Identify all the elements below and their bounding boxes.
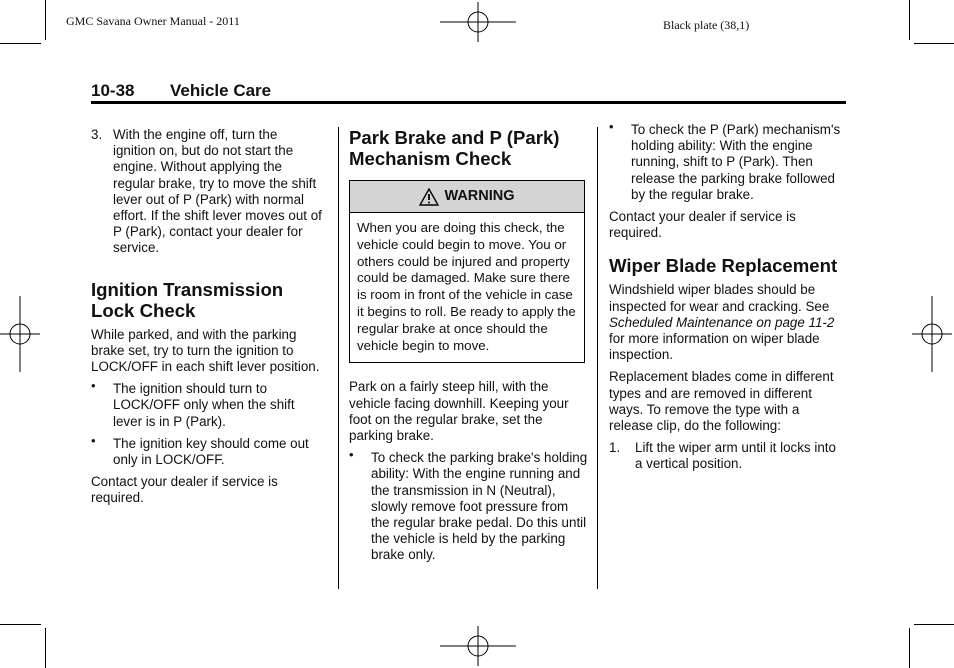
plate-number: Black plate (38,1) xyxy=(663,18,750,32)
paragraph: While parked, and with the parking brake set, try to turn the ignition to LOCK/OFF in each shift lever position. xyxy=(91,326,320,375)
step-item xyxy=(91,127,323,257)
paragraph-text: Windshield wiper blades should be inspected for wear and cracking. See xyxy=(609,282,830,314)
crop-mark xyxy=(0,624,41,625)
registration-mark-right xyxy=(912,296,952,372)
warning-label: WARNING xyxy=(444,188,515,205)
paragraph: Replacement blades come in different types and are removed in different ways. To remove the type with a release clip, do the following: xyxy=(609,369,834,434)
paragraph: Contact your dealer if service is required. xyxy=(609,209,796,241)
paragraph xyxy=(609,282,846,363)
paragraph: Contact your dealer if service is required. xyxy=(91,474,278,506)
list-item xyxy=(609,119,846,203)
warning-icon xyxy=(419,188,439,206)
warning-box xyxy=(349,180,585,363)
crop-mark xyxy=(0,43,41,44)
bullet-icon: • xyxy=(91,432,96,448)
list-item xyxy=(349,447,589,563)
list-item xyxy=(91,432,323,468)
step-item xyxy=(609,440,846,472)
warning-header xyxy=(350,181,584,213)
list-item-text: The ignition should turn to LOCK/OFF only when the shift lever is in P (Park). xyxy=(113,381,295,429)
bullet-icon: • xyxy=(609,119,614,134)
crop-mark xyxy=(914,624,954,625)
column-divider xyxy=(338,127,339,589)
running-header xyxy=(91,81,271,101)
plate-title: GMC Savana Owner Manual - 2011 xyxy=(66,14,240,28)
column-divider xyxy=(597,127,598,589)
step-text: With the engine off, turn the ignition on, but do not start the engine. Without applying the regular brake, try to move the shift lever out of P (Park) with normal effort. If the shift lever moves out of P (Park), contact your dealer for service. xyxy=(113,127,322,256)
warning-text: When you are doing this check, the vehicle could begin to move. You or others could be injured and property could be damaged. Make sure there is room in front of the vehicle in case it begins to roll. Be ready to apply the regular brake at once should the vehicle begin to move. xyxy=(357,220,576,353)
header-rule xyxy=(91,101,846,104)
section-heading-park-brake: Park Brake and P (Park) Mechanism Check xyxy=(349,127,560,169)
registration-mark-top xyxy=(440,2,516,42)
list-item-text: To check the P (Park) mechanism's holding ability: With the engine running, shift to P (Park). Then release the parking brake followed by the regular brake. xyxy=(631,122,841,202)
section-heading-ignition-lock: Ignition Transmission Lock Check xyxy=(91,278,284,321)
column-3 xyxy=(609,119,846,473)
registration-mark-bottom xyxy=(440,626,516,666)
list-item-text: The ignition key should come out only in LOCK/OFF. xyxy=(113,435,309,468)
column-2 xyxy=(349,127,589,564)
paragraph: Park on a fairly steep hill, with the vehicle facing downhill. Keeping your foot on the regular brake, set the parking brake. xyxy=(349,379,569,443)
crop-mark xyxy=(909,628,910,668)
section-heading-wiper-blade: Wiper Blade Replacement xyxy=(609,255,838,277)
crop-mark xyxy=(909,0,910,40)
crop-mark xyxy=(45,0,46,40)
step-number: 3. xyxy=(91,127,103,142)
step-text: Lift the wiper arm until it locks into a vertical position. xyxy=(635,440,836,472)
list-item-text: To check the parking brake's holding ability: With the engine running and the transmission in N (Neutral), slowly remove foot pressure from the regular brake pedal. Do this until the vehicle is held by the parking brake only. xyxy=(371,450,588,563)
warning-body xyxy=(350,213,584,362)
bullet-icon: • xyxy=(91,378,96,394)
crop-mark xyxy=(914,43,954,44)
page-number: 10-38 xyxy=(91,81,135,100)
section-title: Vehicle Care xyxy=(170,81,272,100)
registration-mark-left xyxy=(0,296,40,372)
list-item xyxy=(91,378,323,430)
column-1 xyxy=(91,127,323,507)
crop-mark xyxy=(45,628,46,668)
paragraph-text: for more information on wiper blade inspection. xyxy=(609,331,820,363)
bullet-icon: • xyxy=(349,447,354,463)
cross-reference-link[interactable]: Scheduled Maintenance on page 11-2 xyxy=(609,314,835,330)
step-number: 1. xyxy=(609,440,621,456)
